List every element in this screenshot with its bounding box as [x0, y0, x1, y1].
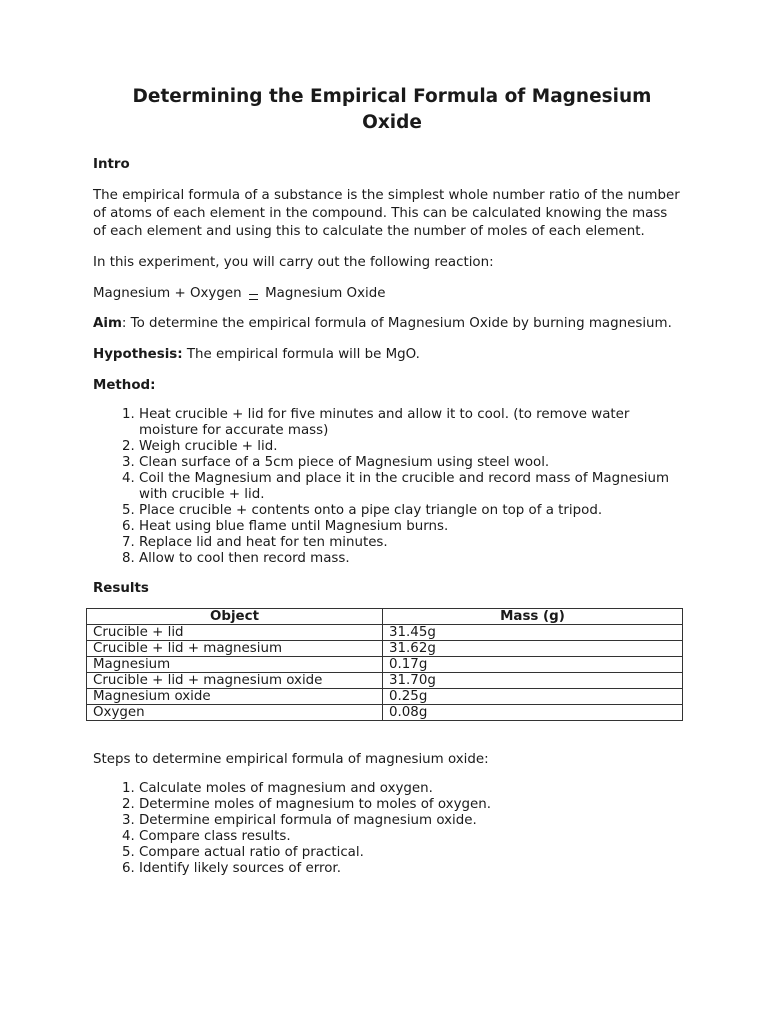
steps-list [93, 781, 683, 877]
document-title: Determining the Empirical Formula of Magnesium Oxide [132, 86, 652, 133]
table-row [87, 673, 683, 689]
table-cell: 0.17g [383, 657, 683, 673]
table-cell: Crucible + lid + magnesium [87, 641, 383, 657]
table-row [87, 705, 683, 721]
reaction-equation [93, 285, 683, 303]
table-cell: 31.70g [383, 673, 683, 689]
table-cell: Magnesium oxide [87, 689, 383, 705]
table-cell: 31.45g [383, 625, 683, 641]
steps-title: Steps to determine empirical formula of magnesium oxide: [93, 752, 489, 767]
document-page [93, 84, 683, 877]
method-heading: Method: [93, 378, 156, 393]
table-row [87, 689, 683, 705]
intro-heading: Intro [93, 157, 130, 172]
method-list [93, 407, 683, 567]
list-item: 4. Coil the Magnesium and place it in the crucible and record mass of Magnesium with crucible + lid. [139, 471, 683, 503]
list-item: 2. Weigh crucible + lid. [139, 439, 683, 455]
experiment-line: In this experiment, you will carry out the following reaction: [93, 255, 494, 270]
table-cell: Oxygen [87, 705, 383, 721]
reaction-arrow-icon [249, 294, 258, 300]
table-row [87, 641, 683, 657]
list-item: 4. Compare class results. [139, 829, 683, 845]
intro-paragraph: The empirical formula of a substance is the simplest whole number ratio of the number of atoms of each element in the compound. This can be calculated knowing the mass of each element and using this to calculate the number of moles of each element. [93, 188, 680, 239]
hypothesis-paragraph [93, 346, 683, 364]
table-cell: 0.25g [383, 689, 683, 705]
list-item: 5. Place crucible + contents onto a pipe clay triangle on top of a tripod. [139, 503, 683, 519]
list-item: 1. Heat crucible + lid for five minutes and allow it to cool. (to remove water moisture for accurate mass) [139, 407, 683, 439]
column-header-object: Object [87, 609, 383, 625]
table-cell: 31.62g [383, 641, 683, 657]
aim-text: : To determine the empirical formula of Magnesium Oxide by burning magnesium. [121, 316, 672, 331]
results-heading: Results [93, 581, 149, 596]
results-table [86, 608, 683, 721]
aim-paragraph [93, 315, 683, 333]
hypothesis-text: The empirical formula will be MgO. [182, 347, 420, 362]
list-item: 3. Determine empirical formula of magnesium oxide. [139, 813, 683, 829]
column-header-mass: Mass (g) [383, 609, 683, 625]
table-cell: Magnesium [87, 657, 383, 673]
aim-label: Aim [93, 316, 122, 331]
table-row [87, 657, 683, 673]
reaction-products: Magnesium Oxide [265, 286, 386, 301]
list-item: 6. Identify likely sources of error. [139, 861, 683, 877]
list-item: 1. Calculate moles of magnesium and oxygen. [139, 781, 683, 797]
reaction-reactants: Magnesium + Oxygen [93, 286, 242, 301]
list-item: 5. Compare actual ratio of practical. [139, 845, 683, 861]
list-item: 8. Allow to cool then record mass. [139, 551, 683, 567]
list-item: 3. Clean surface of a 5cm piece of Magnesium using steel wool. [139, 455, 683, 471]
table-cell: Crucible + lid + magnesium oxide [87, 673, 383, 689]
table-row [87, 625, 683, 641]
table-cell: Crucible + lid [87, 625, 383, 641]
list-item: 6. Heat using blue flame until Magnesium burns. [139, 519, 683, 535]
list-item: 7. Replace lid and heat for ten minutes. [139, 535, 683, 551]
list-item: 2. Determine moles of magnesium to moles of oxygen. [139, 797, 683, 813]
table-cell: 0.08g [383, 705, 683, 721]
hypothesis-label: Hypothesis: [93, 347, 183, 362]
table-header-row [87, 609, 683, 625]
